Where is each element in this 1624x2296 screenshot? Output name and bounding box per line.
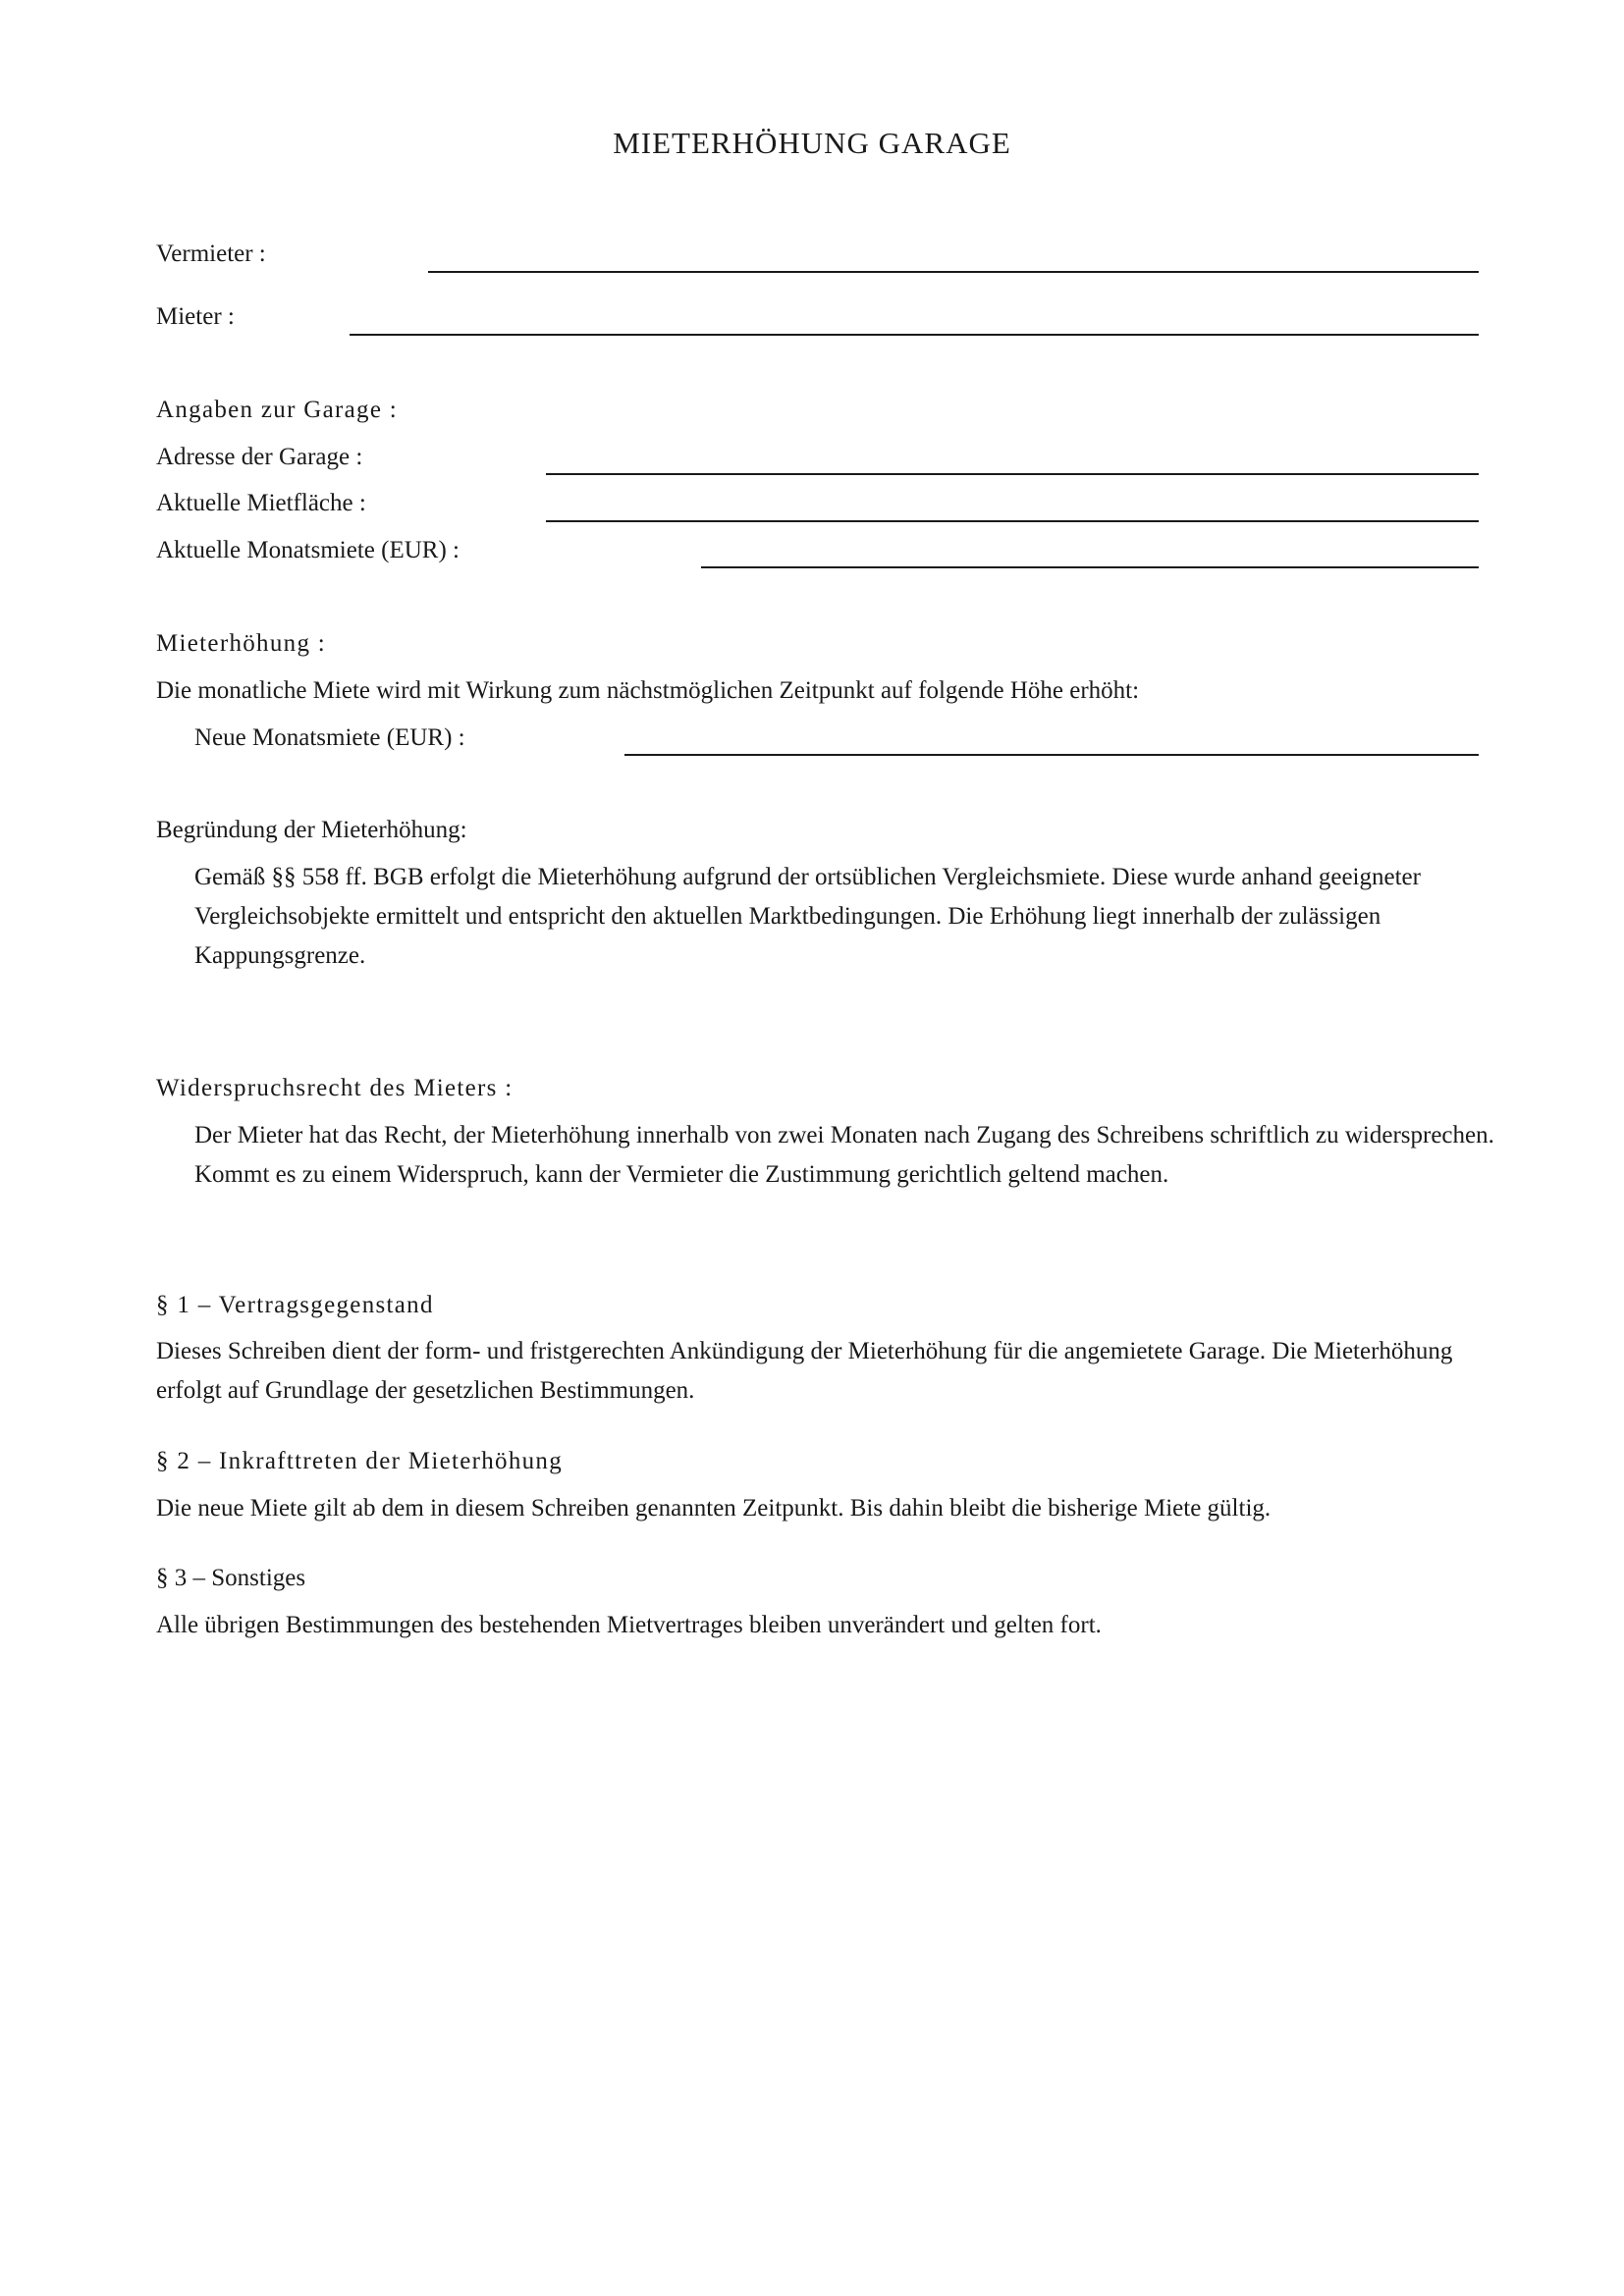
tenant-field-line[interactable] [350, 334, 1479, 336]
justification-heading: Begründung der Mieterhöhung: [156, 817, 467, 843]
landlord-field-line[interactable] [428, 271, 1479, 273]
garage-address-field-line[interactable] [546, 473, 1479, 475]
current-rent-label: Aktuelle Monatsmiete (EUR) : [156, 537, 460, 563]
landlord-label: Vermieter : [156, 240, 266, 267]
justification-text: Gemäß §§ 558 ff. BGB erfolgt die Mieterhöhung aufgrund der ortsüblichen Vergleichsmiete. Diese wurde anhand geeigneter Vergleichsobjekte ermittelt und entspricht den aktuellen Marktbedingungen. Die Erhöhung liegt innerhalb der zulässigen Kappungsgrenze. [194, 864, 1421, 969]
section-3-heading: § 3 – Sonstiges [156, 1565, 306, 1591]
rental-area-label: Aktuelle Mietfläche : [156, 490, 366, 516]
new-rent-field-line[interactable] [624, 754, 1479, 756]
increase-heading: Mieterhöhung : [156, 630, 327, 657]
objection-heading: Widerspruchsrecht des Mieters : [156, 1075, 514, 1101]
section-3-text: Alle übrigen Bestimmungen des bestehenden Mietvertrages bleiben unverändert und gelten fort. [156, 1612, 1102, 1638]
tenant-label: Mieter : [156, 303, 235, 330]
increase-text: Die monatliche Miete wird mit Wirkung zum nächstmöglichen Zeitpunkt auf folgende Höhe erhöht: [156, 677, 1140, 704]
garage-address-label: Adresse der Garage : [156, 444, 363, 470]
garage-heading: Angaben zur Garage : [156, 397, 399, 423]
objection-text: Der Mieter hat das Recht, der Mieterhöhung innerhalb von zwei Monaten nach Zugang des Schreibens schriftlich zu widersprechen. Kommt es zu einem Widerspruch, kann der Vermieter die Zustimmung gerichtlich geltend machen. [194, 1122, 1494, 1188]
section-1-text: Dieses Schreiben dient der form- und fristgerechten Ankündigung der Mieterhöhung für die angemietete Garage. Die Mieterhöhung erfolgt auf Grundlage der gesetzlichen Bestimmungen. [156, 1338, 1453, 1404]
section-2-text: Die neue Miete gilt ab dem in diesem Schreiben genannten Zeitpunkt. Bis dahin bleibt die bisherige Miete gültig. [156, 1495, 1272, 1522]
section-1-heading: § 1 – Vertragsgegenstand [156, 1292, 434, 1318]
document-title: MIETERHÖHUNG GARAGE [613, 126, 1011, 160]
current-rent-field-line[interactable] [701, 566, 1479, 568]
new-rent-label: Neue Monatsmiete (EUR) : [194, 724, 465, 751]
rental-area-field-line[interactable] [546, 520, 1479, 522]
section-2-heading: § 2 – Inkrafttreten der Mieterhöhung [156, 1448, 564, 1474]
